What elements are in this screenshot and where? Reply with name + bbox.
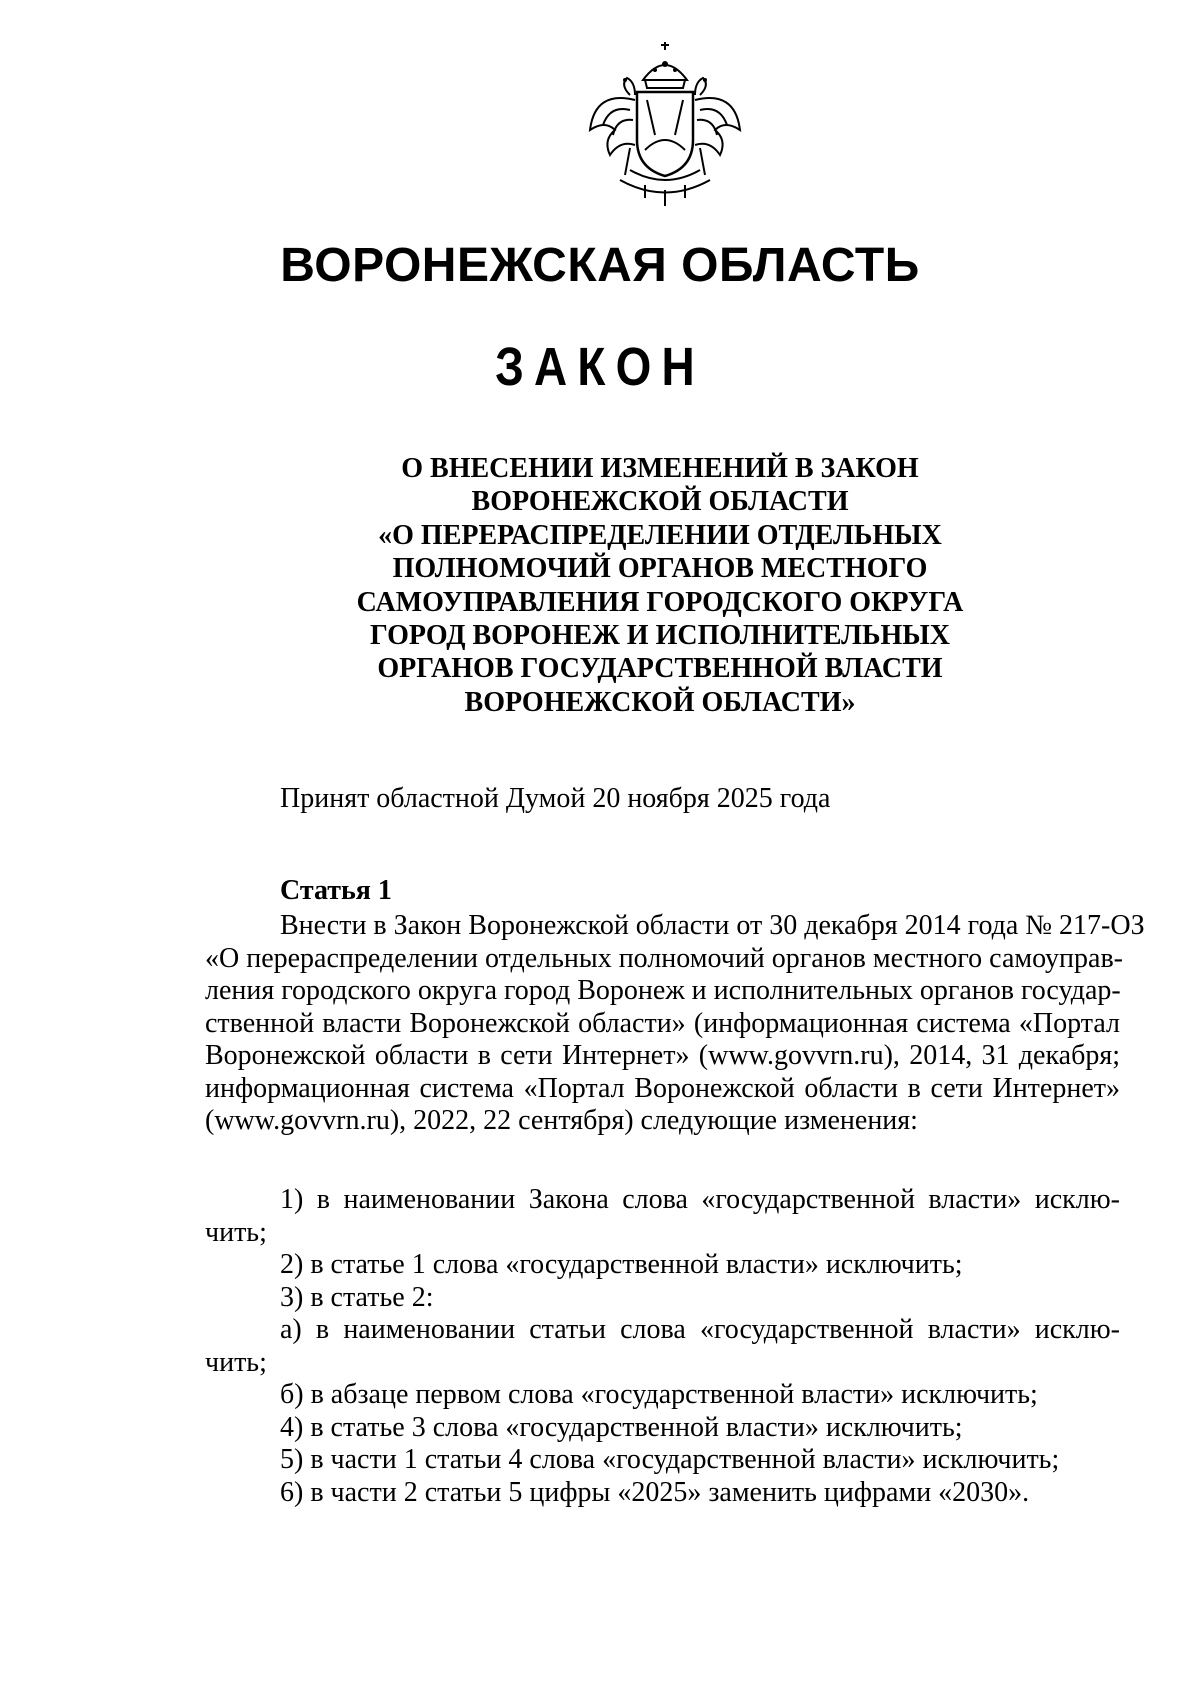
list-item-continuation: чить; — [205, 1346, 267, 1378]
paragraph-line: информационная система «Портал Воронежской области в сети Интернет» — [205, 1072, 1120, 1104]
law-title-line: ПОЛНОМОЧИЙ ОРГАНОВ МЕСТНОГО — [392, 553, 928, 585]
list-item-continuation: чить; — [205, 1216, 267, 1248]
law-title-line: «О ПЕРЕРАСПРЕДЕЛЕНИИ ОТДЕЛЬНЫХ — [378, 519, 942, 551]
list-item: 1) в наименовании Закона слова «государственной власти» исклю- — [280, 1184, 1120, 1215]
list-item: 3) в статье 2: — [280, 1281, 434, 1313]
paragraph-line: Внести в Закон Воронежской области от 30 декабря 2014 года № 217-ОЗ — [280, 910, 1145, 941]
list-item: 5) в части 1 статьи 4 слова «государственной власти» исключить; — [280, 1444, 1060, 1475]
law-title-line: ГОРОД ВОРОНЕЖ И ИСПОЛНИТЕЛЬНЫХ — [369, 620, 950, 652]
law-title — [270, 452, 1050, 719]
list-item: 4) в статье 3 слова «государственной власти» исключить; — [280, 1411, 963, 1443]
law-title-line: САМОУПРАВЛЕНИЯ ГОРОДСКОГО ОКРУГА — [356, 586, 964, 618]
list-item: 6) в части 2 статьи 5 цифры «2025» заменить цифрами «2030». — [280, 1476, 1030, 1508]
document-type-heading: ЗАКОН — [495, 337, 705, 397]
law-title-line: О ВНЕСЕНИИ ИЗМЕНЕНИЙ В ЗАКОН — [401, 453, 919, 484]
paragraph-line: «О перераспределении отдельных полномочий органов местного самоуправ- — [205, 942, 1123, 974]
law-title-line: ОРГАНОВ ГОСУДАРСТВЕННОЙ ВЛАСТИ — [377, 653, 943, 685]
paragraph-line: ления городского округа город Воронеж и исполнительных органов государ- — [205, 975, 1121, 1006]
paragraph-line: (www.govvrn.ru), 2022, 22 сентября) следующие изменения: — [205, 1105, 918, 1136]
article-heading: Статья 1 — [280, 875, 392, 906]
paragraph-line: Воронежской области в сети Интернет» (www.govvrn.ru), 2014, 31 декабря; — [205, 1040, 1120, 1071]
region-name-heading: ВОРОНЕЖСКАЯ ОБЛАСТЬ — [280, 239, 920, 292]
adoption-date-line: Принят областной Думой 20 ноября 2025 года — [280, 783, 831, 814]
article-intro-paragraph — [205, 910, 1145, 1138]
law-title-line: ВОРОНЕЖСКОЙ ОБЛАСТИ — [471, 486, 849, 518]
amendment-list — [205, 1184, 1120, 1509]
paragraph-line: ственной власти Воронежской области» (информационная система «Портал — [205, 1007, 1120, 1039]
coat-of-arms-emblem — [575, 40, 755, 210]
law-title-line: ВОРОНЕЖСКОЙ ОБЛАСТИ» — [464, 686, 856, 718]
list-item: б) в абзаце первом слова «государственной власти» исключить; — [280, 1379, 1038, 1410]
list-item: а) в наименовании статьи слова «государственной власти» исклю- — [280, 1314, 1120, 1345]
list-item: 2) в статье 1 слова «государственной власти» исключить; — [280, 1249, 963, 1280]
